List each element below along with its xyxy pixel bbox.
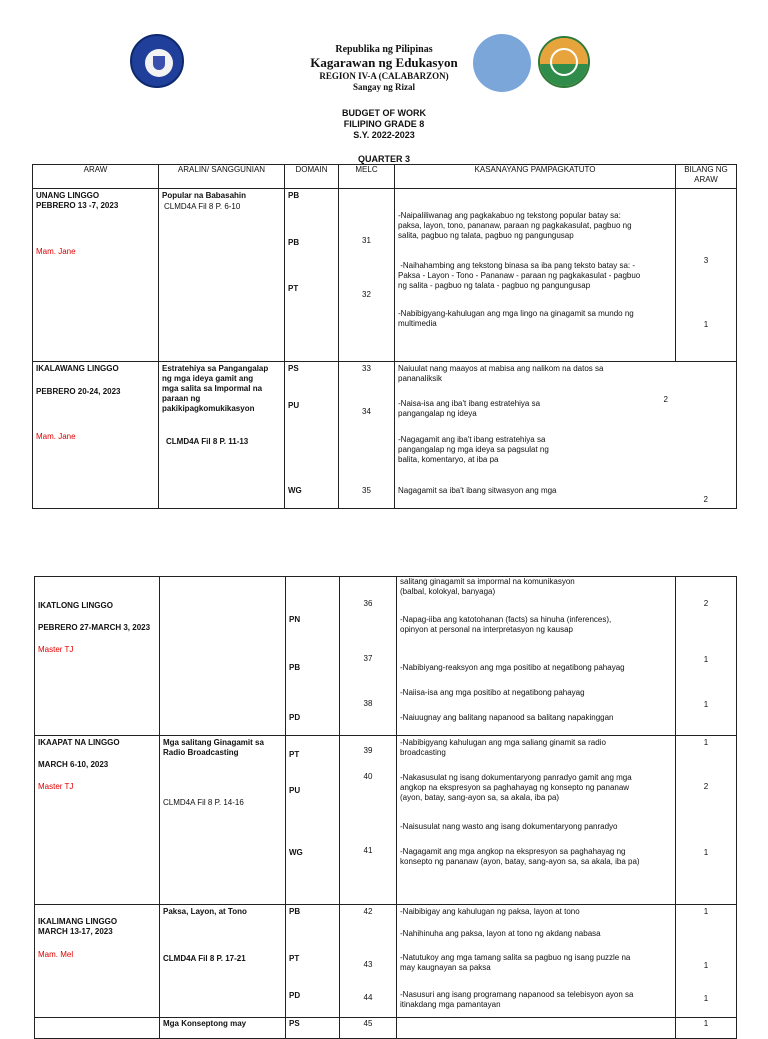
teacher-name: Master TJ [38, 782, 74, 791]
table-row-week-3 [35, 577, 737, 736]
domain-code: PT [288, 284, 299, 293]
lesson-reference: CLMD4A Fil 8 P. 11-13 [166, 437, 249, 446]
week-date: MARCH 6-10, 2023 [38, 760, 109, 769]
col-header-aralin: ARALIN/ SANGGUNIAN [159, 165, 285, 189]
col-header-bilang: BILANG NG ARAW [676, 165, 737, 189]
domain-code: PT [289, 954, 300, 963]
skill-text: -Napag-iiba ang katotohanan (facts) sa hinuha (inferences), opinyon at personal na interpretasyon ng kausap [400, 615, 612, 634]
days-count: 1 [703, 907, 709, 916]
week-date: PEBRERO 27-MARCH 3, 2023 [38, 623, 151, 632]
domain-code: PN [289, 615, 301, 624]
teacher-name: Mam. Jane [36, 432, 76, 441]
domain-code: PB [288, 238, 300, 247]
melc-number: 36 [363, 599, 373, 608]
skill-text: -Nabibigyang kahulugan ang mga saliang ginamit sa radio broadcasting [400, 738, 606, 757]
melc-number: 39 [363, 746, 373, 755]
skill-text: Naiuulat nang maayos at mabisa ang nalikom na datos sa pananaliksik [398, 364, 604, 383]
domain-code: PD [289, 991, 301, 1000]
quarter-label: QUARTER 3 [357, 154, 410, 164]
days-count: 1 [703, 961, 709, 970]
days-count: 2 [703, 782, 709, 791]
skill-text: -Naiisa-isa ang mga positibo at negatibong pahayag [400, 688, 585, 697]
days-count: 2 [663, 395, 668, 404]
melc-number: 44 [363, 993, 373, 1002]
melc-number: 42 [363, 907, 373, 916]
skill-text: -Nabibigyang-kahulugan ang mga lingo na ginagamit sa mundo ng multimedia [398, 309, 634, 328]
melc-number: 38 [363, 699, 373, 708]
col-header-kasanayan: KASANAYANG PAMPAGKATUTO [395, 165, 676, 189]
days-count: 2 [703, 495, 708, 504]
division-line: Sangay ng Rizal [352, 82, 415, 92]
skill-text: salitang ginagamit sa impormal na komunikasyon (balbal, kolokyal, banyaga) [400, 577, 575, 596]
department-line: Kagarawan ng Edukasyon [310, 55, 458, 70]
domain-code: PU [288, 401, 300, 410]
table-row-week-6 [35, 1018, 737, 1039]
days-count: 1 [703, 320, 709, 329]
week-date: PEBRERO 13 -7, 2023 [36, 201, 119, 210]
republic-line: Republika ng Pilipinas [335, 44, 433, 55]
melc-number: 31 [362, 236, 371, 245]
lesson-title: Paksa, Layon, at Tono [163, 907, 247, 916]
skill-text: -Nagagamit ang mga angkop na ekspresyon sa paghahayag ng konsepto ng pananaw (ayon, batay, sang-ayon sa, sa akala, iba pa) [400, 847, 640, 866]
lesson-title: Mga Konseptong may [163, 1019, 247, 1028]
table-row-week-2 [33, 362, 737, 509]
doc-title: BUDGET OF WORK [342, 108, 426, 118]
domain-code: PB [289, 907, 301, 916]
school-year-line: S.Y. 2022-2023 [353, 130, 415, 140]
week-label: IKAAPAT NA LINGGO [38, 738, 120, 747]
table-header-row [33, 165, 737, 189]
domain-code: PS [288, 364, 299, 373]
domain-code: PU [289, 786, 301, 795]
teacher-name: Master TJ [38, 645, 74, 654]
lesson-title: Mga salitang Ginagamit sa Radio Broadcasting [163, 738, 264, 757]
budget-table-page-2 [34, 576, 737, 1039]
lesson-reference: CLMD4A Fil 8 P. 6-10 [164, 202, 241, 211]
skill-text: Nagagamit sa iba't ibang sitwasyon ang mga [398, 486, 557, 495]
skill-text: -Naipaliliwanag ang pagkakabuo ng tekstong popular batay sa: paksa, layon, tono, pananaw, paraan ng pagkakasulat, pagbuo ng salita, pagbuo ng talata, pagbuo ng pangungusap [398, 211, 632, 240]
domain-code: PT [289, 750, 300, 759]
skill-text: -Naibibigay ang kahulugan ng paksa, layon at tono [400, 907, 580, 916]
days-count: 1 [703, 994, 709, 1003]
days-count: 2 [703, 599, 709, 608]
domain-code: PS [289, 1019, 300, 1028]
melc-number: 33 [362, 364, 371, 373]
days-count: 1 [703, 655, 709, 664]
col-header-domain: DOMAIN [285, 165, 339, 189]
week-label: IKATLONG LINGGO [38, 601, 113, 610]
budget-table-page-1 [32, 164, 737, 509]
week-label: IKALAWANG LINGGO [36, 364, 119, 373]
melc-number: 40 [363, 772, 373, 781]
teacher-name: Mam. Mel [38, 950, 74, 959]
week-date: PEBRERO 20-24, 2023 [36, 387, 121, 396]
lesson-reference: CLMD4A Fil 8 P. 14-16 [163, 798, 244, 807]
lesson-title: Estratehiya sa Pangangalap ng mga ideya gamit ang mga salita sa Impormal na paraan ng pakikipagkomukikasyon [162, 364, 269, 413]
lesson-title: Popular na Babasahin [162, 191, 247, 200]
lesson-reference: CLMD4A Fil 8 P. 17-21 [163, 954, 246, 963]
week-label: IKALIMANG LINGGO [38, 917, 118, 926]
skill-text: -Nahihinuha ang paksa, layon at tono ng akdang nabasa [400, 929, 601, 938]
days-count: 1 [703, 1019, 709, 1028]
domain-code: WG [288, 486, 302, 495]
skill-text: -Nabibiyang-reaksyon ang mga positibo at negatibong pahayag [400, 663, 625, 672]
col-header-araw: ARAW [33, 165, 159, 189]
skill-text: -Natutukoy ang mga tamang salita sa pagbuo ng isang puzzle na may kaugnayan sa paksa [400, 953, 631, 972]
skill-text: -Naisa-isa ang iba't ibang estratehiya sa pangangalap ng ideya [398, 399, 541, 418]
skill-text: -Naihahambing ang tekstong binasa sa iba pang teksto batay sa: - Paksa - Layon - Tono - Pananaw - paraan ng pagkakasulat - pagbuo ng salita - pagbuo ng talata - pagbuo ng pangungusap [398, 261, 641, 290]
melc-number: 32 [362, 290, 371, 299]
skill-text: -Nakasusulat ng isang dokumentaryong panradyo gamit ang mga angkop na ekspresyon sa paghahayag ng konsepto ng pananaw (ayon, batay, sang-ayon sa, sa akala, iba pa) [400, 773, 632, 802]
melc-number: 37 [363, 654, 373, 663]
melc-number: 45 [363, 1019, 373, 1028]
domain-code: PD [289, 713, 301, 722]
skill-text: -Nagagamit ang iba't ibang estratehiya sa pangangalap ng mga ideya sa pagsulat ng balita, komentaryo, at iba pa [398, 435, 549, 464]
domain-code: PB [289, 663, 301, 672]
skill-text: -Nasusuri ang isang programang napanood sa telebisyon ayon sa itinakdang mga pamantayan [400, 990, 634, 1009]
days-count: 1 [703, 848, 709, 857]
teacher-name: Mam. Jane [36, 247, 76, 256]
domain-code: WG [289, 848, 303, 857]
skill-text: -Naiuugnay ang balitang napanood sa balitang napakinggan [400, 713, 614, 722]
week-date: MARCH 13-17, 2023 [38, 927, 113, 936]
table-row-week-1 [33, 189, 737, 362]
col-header-melc: MELC [339, 165, 395, 189]
subject-line: FILIPINO GRADE 8 [343, 119, 425, 129]
week-label: UNANG LINGGO [36, 191, 100, 200]
table-row-week-4 [35, 736, 737, 905]
domain-code: PB [288, 191, 300, 200]
region-line: REGION IV-A (CALABARZON) [319, 71, 449, 81]
melc-number: 34 [362, 407, 371, 416]
table-row-week-5 [35, 905, 737, 1018]
melc-number: 43 [363, 960, 373, 969]
days-count: 3 [703, 256, 709, 265]
melc-number: 35 [362, 486, 371, 495]
melc-number: 41 [363, 846, 373, 855]
skill-text: -Naisusulat nang wasto ang isang dokumentaryong panradyo [400, 822, 618, 831]
days-count: 1 [703, 700, 709, 709]
days-count: 1 [703, 738, 709, 747]
